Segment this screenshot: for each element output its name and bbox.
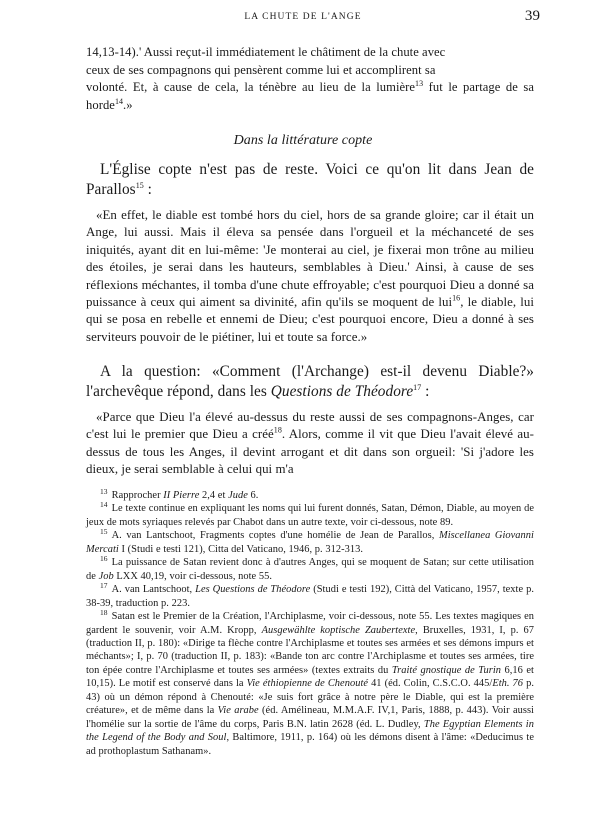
footnote-text: (éd. Amélineau, M.M.A.F. IV,1, Paris, 1888, p. 443). Voir aussi l'homélie sur la sortie de l'âme du corps, Paris B.N. latin 2628 (éd. L. Dudley, — [86, 705, 534, 730]
footnote-text: (Studi e testi 192), Città del Vaticano, 1957, texte p. 38-39, traduction p. 223. — [86, 584, 534, 609]
footnote-text: Traité gnostique de Turin — [391, 664, 502, 676]
footnote-text: 41 (éd. Colin, C.S.C.O. 445/ — [368, 678, 493, 690]
footnote-number: 15 — [100, 526, 108, 536]
footnote-ref-18: 18 — [273, 426, 282, 436]
footnote-number: 16 — [100, 553, 108, 563]
footnote-ref-17: 17 — [413, 382, 422, 392]
quote-continuation — [86, 44, 534, 114]
footnote-17 — [86, 580, 534, 610]
footnote-text: A. van Lantschoot, Fragments coptes d'une homélie de Jean de Parallos, — [111, 530, 439, 542]
footnote-text: LXX 40,19, voir ci-dessous, note 55. — [113, 570, 272, 582]
footnote-18 — [86, 607, 534, 758]
footnote-text: 6. — [247, 490, 259, 501]
quote-line-1: 14,13-14).' Aussi reçut-il immédiatement le châtiment de la chute avec — [86, 45, 446, 59]
quote-line-2: ceux de ses compagnons qui pensèrent comme lui et accomplirent sa — [86, 62, 436, 77]
footnote-text: Job — [98, 570, 114, 582]
footnotes — [86, 486, 534, 758]
footnote-ref-15: 15 — [135, 180, 144, 190]
footnote-ref-14: 14 — [114, 96, 124, 106]
footnote-text: Satan est le Premier de la Création, l'Archiplasme, voir ci-dessous, note 55. Les textes magiques en gardent le souvenir, voir A.M. Kropp, — [86, 611, 534, 636]
quote-jean-de-parallos: «En effet, le diable est tombé hors du ciel, hors de sa grande gloire; car il était un Ange, lui aussi. Mais il éleva sa pensée dans l'orgueil et la méchanceté de ses iniquités, ayant dit en lui-même: 'Je monterai au ciel, je fixerai mon trône au milieu des étoiles, je serai dans les hauteurs, semblables à Dieu.' Ainsi, à cause de ses réflexions méchantes, il tomba d'une chute effroyable; c'est pourquoi Dieu a donné sa puissance à ceux qui aiment sa divinité, afin qu'ils se moquent de lui$^{16}$, le diable, lui qui se posa en rebelle et ennemi de Dieu; c'est pourquoi encore, Dieu a donné à ses serviteurs pouvoir de le piétiner, lui et toute sa force.» — [86, 208, 534, 344]
footnote-number: 17 — [100, 580, 108, 590]
footnote-text: II Pierre — [163, 490, 200, 501]
footnote-text: La puissance de Satan revient donc à d'autres Anges, qui se moquent de Satan; sur cette utilisation de — [86, 557, 534, 582]
footnote-text: Ausgewählte koptische Zaubertexte — [261, 624, 416, 636]
footnote-14 — [86, 499, 534, 529]
page-number: 39 — [524, 8, 540, 24]
footnote-text: 2,4 et — [199, 490, 229, 501]
footnote-number: 14 — [100, 499, 108, 509]
footnote-text: p. 43) où un démon répond à Chenouté: «Je suis fort grâce à notre père le Diable, qui est la première créature», et de même dans la — [86, 678, 534, 717]
footnote-ref-13: 13 — [415, 79, 424, 88]
book-title-theodore: Questions de Théodore — [270, 383, 414, 400]
footnote-text: Eth. 76 — [492, 678, 524, 690]
footnote-number: 18 — [100, 607, 108, 617]
footnote-text: Miscellanea Giovanni Mercati — [86, 530, 534, 555]
section-title: Dans la littérature copte — [233, 133, 373, 148]
footnote-ref-16: 16 — [452, 293, 461, 303]
footnote-text: Les Questions de Théodore — [195, 584, 311, 596]
footnote-number: 13 — [100, 486, 108, 496]
footnote-text: The Egyptian Elements in the Legend of the Body and Soul — [86, 718, 534, 744]
footnote-13 — [86, 486, 534, 502]
footnote-text: Vie éthiopienne de Chenouté — [246, 678, 369, 690]
footnote-text: Rapprocher — [111, 490, 164, 501]
paragraph-coptic-church: L'Église copte n'est pas de reste. Voici ce qu'on lit dans Jean de Parallos$^{15}$ : — [86, 161, 534, 198]
running-head: LA CHUTE DE L'ANGE — [244, 12, 362, 22]
footnote-16 — [86, 553, 534, 583]
footnote-text: , Baltimore, 1911, p. 164) où les démons disent à l'âme: «Deducimus te ad prothoplastum Sathanam». — [86, 732, 534, 757]
footnote-15 — [86, 526, 534, 556]
footnote-text: Le texte continue en expliquant les noms qui lui furent donnés, Satan, Démon, Diable, au moyen de jeux de mots syriaques relevés par Chabot dans un autre texte, voir ci-dessous, note 89. — [86, 503, 534, 528]
quote-line-3: volonté. Et, à cause de cela, la ténèbre au lieu de la lumière$^{13}$ fut le partage de sa horde$^{14}$.» — [86, 79, 535, 112]
footnote-text: Vie arabe — [217, 705, 259, 717]
footnote-text: A. van Lantschoot, — [111, 584, 196, 596]
paragraph-question: A la question: «Comment (l'Archange) est-il devenu Diable?» l'archevêque répond, dans les Questions de Théodore$^{17}$ : — [86, 363, 534, 400]
footnote-text: 6,16 et 10,15). Le motif est conservé dans la — [86, 664, 534, 690]
footnote-text: , Bruxelles, 1931, I, p. 67 (traduction II, p. 180): «Dirige ta flèche contre l'Archiplasme et toutes ses armées et ses démons impurs et méchants»; I, p. 70 (traduction II, p. 183): «Bande ton arc contre l'Archiplasme et toutes ses armées, tire ton épée contre l'Archiplasme et toutes ses armées» (textes extraits du — [86, 624, 534, 676]
footnote-text: Jude — [228, 490, 248, 501]
quote-theodore: «Parce que Dieu l'a élevé au-dessus du reste aussi de ses compagnons-Anges, car c'est lui le premier que Dieu a créé$^{18}$. Alors, comme il vit que Dieu l'avait élevé au-dessus de tous les Anges, il devint arrogant et dit dans son orgueil: 'Si j'adore les dieux, je serai semblable à celui qui m'a — [86, 410, 534, 477]
footnote-text: I (Studi e testi 121), Citta del Vaticano, 1946, p. 312-313. — [118, 543, 363, 555]
